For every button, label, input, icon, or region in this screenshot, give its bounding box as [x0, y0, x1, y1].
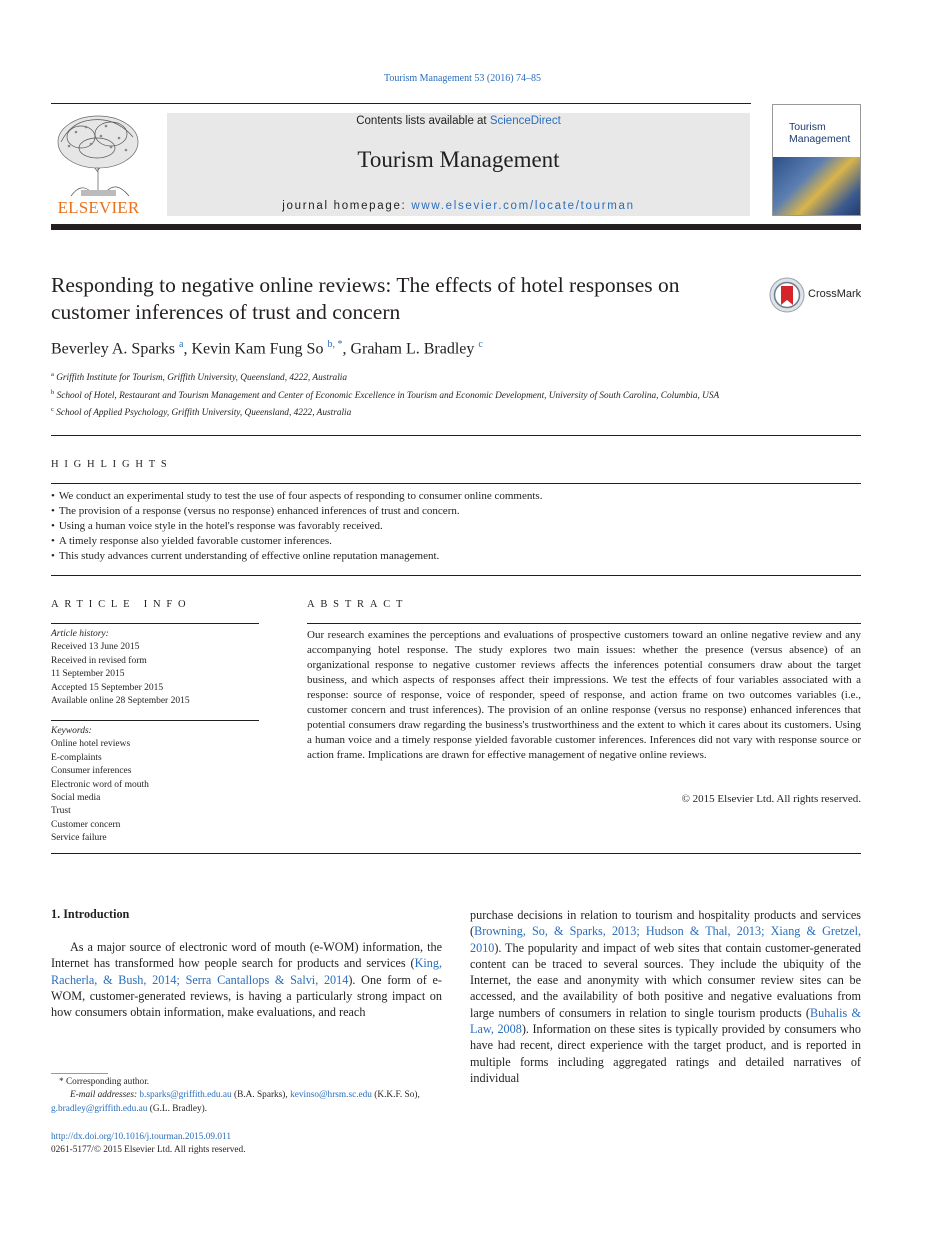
abstract-rule — [307, 623, 861, 624]
citation-link[interactable]: Buhalis & Law, 2008 — [470, 1005, 861, 1037]
affiliation-marker: b — [51, 388, 55, 396]
email-addresses — [51, 1089, 442, 1116]
author-affiliation-marker[interactable]: a — [178, 339, 184, 350]
author-separator: , — [183, 340, 192, 358]
email-link[interactable]: kevinso@hrsm.sc.edu — [290, 1090, 372, 1101]
body-column-left — [51, 939, 442, 1020]
keyword: Trust — [51, 806, 71, 817]
history-entry: Available online 28 September 2015 — [51, 696, 190, 707]
affiliation-marker: a — [51, 371, 54, 378]
sciencedirect-link[interactable]: ScienceDirect — [489, 115, 561, 127]
doi-block — [51, 1131, 442, 1158]
highlights-heading: HIGHLIGHTS — [51, 459, 173, 470]
keyword: Service failure — [51, 833, 107, 844]
section-rule — [51, 435, 861, 436]
contents-availability — [167, 115, 750, 127]
keyword: E-complaints — [51, 752, 102, 763]
email-link[interactable]: b.sparks@griffith.edu.au — [139, 1090, 232, 1101]
crossmark-label: CrossMark — [808, 288, 862, 300]
affiliation-marker: c — [51, 406, 54, 413]
issn-copyright: 0261-5177/© 2015 Elsevier Ltd. All rights reserved. — [51, 1145, 246, 1156]
author-name: Graham L. Bradley — [350, 340, 475, 358]
journal-masthead — [167, 113, 750, 216]
affiliation — [51, 403, 751, 421]
keyword: Consumer inferences — [51, 766, 132, 777]
highlight-item: • This study advances current understanding of effective online reputation management. — [51, 549, 861, 564]
cover-title — [789, 121, 850, 145]
history-entry: Received in revised form — [51, 655, 147, 666]
footnotes — [51, 1076, 442, 1116]
keywords — [51, 725, 259, 846]
author-separator: , — [342, 340, 351, 358]
journal-cover-thumbnail[interactable] — [772, 104, 861, 216]
affiliation-text: Griffith Institute for Tourism, Griffith University, Queensland, 4222, Australia — [56, 373, 348, 384]
section-rule — [51, 853, 861, 854]
cover-photo — [773, 157, 861, 216]
elsevier-tree-icon — [51, 112, 146, 198]
keywords-label: Keywords: — [51, 726, 92, 736]
keyword: Electronic word of mouth — [51, 779, 149, 790]
citation-link[interactable]: King, Racherla, & Bush, 2014; Serra Cantallops & Salvi, 2014 — [51, 956, 442, 987]
highlight-item: • The provision of a response (versus no response) enhanced inferences of trust and concern. — [51, 504, 861, 519]
affiliation — [51, 368, 751, 386]
section-rule — [51, 575, 861, 576]
contents-prefix: Contents lists available at — [356, 115, 490, 127]
section-rule — [51, 483, 861, 484]
crossmark-icon — [769, 277, 805, 313]
cover-title-line2: Management — [789, 133, 851, 145]
highlight-item: • A timely response also yielded favorable customer inferences. — [51, 534, 861, 549]
article-title: Responding to negative online reviews: The effects of hotel responses on customer inferences of trust and concern — [51, 273, 680, 324]
body-text: ). Information on these sites is typically provided by consumers who have had recent, direct experience with the target product, and is reported in multiple forms including aggregated ratings and detailed narratives of individual — [470, 1022, 861, 1085]
keyword: Customer concern — [51, 819, 121, 830]
email-owner: (B.A. Sparks), — [231, 1090, 291, 1101]
history-entry: 11 September 2015 — [51, 669, 125, 680]
body-text: As a major source of electronic word of mouth (e-WOM) information, the Internet has transformed how people search for products and services ( — [51, 940, 442, 971]
abstract-copyright: © 2015 Elsevier Ltd. All rights reserved. — [681, 793, 861, 805]
crossmark-badge[interactable] — [769, 277, 861, 313]
author-name: Beverley A. Sparks — [51, 340, 175, 358]
keyword: Social media — [51, 793, 101, 804]
history-label: Article history: — [51, 629, 109, 639]
history-entry: Accepted 15 September 2015 — [51, 682, 164, 693]
body-text: ). One form of e-WOM, customer-generated reviews, is having a particularly strong impact on how consumers obtain information, make evaluations, and reach — [51, 972, 442, 1020]
citation-link[interactable]: Browning, So, & Sparks, 2013; Hudson & Thal, 2013; Xiang & Gretzel, 2010 — [470, 924, 861, 955]
elsevier-logo[interactable] — [51, 112, 146, 218]
section-heading-introduction: 1. Introduction — [51, 907, 130, 921]
affiliation-text: School of Applied Psychology, Griffith University, Queensland, 4222, Australia — [56, 408, 352, 419]
masthead-thick-rule — [51, 224, 861, 230]
email-owner: (K.K.F. So), — [371, 1090, 420, 1101]
abstract-text: Our research examines the perceptions and evaluations of prospective customers toward an online negative review and any accompanying hotel response. The study explores two main issues: whether the presence (versus absence) of an organizational response to negative customer reviews affects the inferences potential consumers draw about the target business, and which aspects of responses affect their impressions. We test the effects of four variables associated with a response: source of response, voice of responder, speed of response, and action frame on two outcomes variables (i.e., customer concern and trust inferences). The provision of an online response (versus no response) enhanced inferences that potential consumers draw regarding the business's trustworthiness and the extent to which it cares about its customers. Using a human voice and a timely response yielded favorable customer inferences. Inferences did not vary with response source or action frame. Implications are drawn for effective management of negative online reviews. — [307, 629, 861, 761]
keywords-rule — [51, 720, 259, 721]
homepage-prefix: journal homepage: — [282, 200, 412, 212]
body-text: purchase decisions in relation to tourism and hospitality products and services ( — [470, 908, 861, 939]
article-info-rule — [51, 623, 259, 624]
body-text: ). The popularity and impact of web sites that contain customer-generated content can be traced to several sources. They include the ubiquity of the Internet, the ease and anonymity with which consumer review sites can be accessed, and the availability of both positive and negative evaluations from large numbers of consumers in relation to single tourism products ( — [470, 940, 861, 1020]
journal-homepage — [167, 200, 750, 212]
corresponding-author-note: * Corresponding author. — [59, 1077, 150, 1087]
journal-citation[interactable]: Tourism Management 53 (2016) 74–85 — [383, 73, 542, 84]
cover-title-line1: Tourism — [789, 121, 826, 133]
email-owner: (G.L. Bradley). — [147, 1103, 208, 1114]
affiliation-text: School of Hotel, Restaurant and Tourism Management and Center of Economic Excellence in Tourism and Economic Development, University of South Carolina, Columbia, USA — [56, 390, 720, 401]
highlight-item: • We conduct an experimental study to test the use of four aspects of responding to consumer online comments. — [51, 489, 861, 504]
email-label: E-mail addresses: — [70, 1090, 140, 1101]
homepage-link[interactable]: www.elsevier.com/locate/tourman — [411, 200, 635, 212]
masthead-top-rule — [51, 103, 751, 104]
email-link[interactable]: g.bradley@griffith.edu.au — [51, 1103, 148, 1114]
highlights-list — [51, 489, 861, 564]
article-history — [51, 628, 259, 708]
author-list — [51, 339, 861, 358]
elsevier-wordmark: ELSEVIER — [57, 198, 140, 217]
history-entry: Received 13 June 2015 — [51, 642, 140, 653]
author-name: Kevin Kam Fung So — [191, 340, 324, 358]
journal-title: Tourism Management — [357, 147, 560, 172]
abstract-heading: ABSTRACT — [307, 599, 409, 610]
keyword: Online hotel reviews — [51, 739, 131, 750]
article-info-heading: ARTICLE INFO — [51, 599, 192, 610]
affiliation-list — [51, 368, 751, 421]
author-affiliation-marker[interactable]: b, * — [327, 339, 343, 350]
doi-link[interactable]: http://dx.doi.org/10.1016/j.tourman.2015.09.011 — [51, 1132, 231, 1142]
affiliation — [51, 386, 751, 404]
highlight-item: • Using a human voice style in the hotel's response was favorably received. — [51, 519, 861, 534]
footnote-rule — [51, 1073, 108, 1074]
body-column-right — [470, 907, 861, 1086]
author-affiliation-marker[interactable]: c — [478, 339, 483, 350]
